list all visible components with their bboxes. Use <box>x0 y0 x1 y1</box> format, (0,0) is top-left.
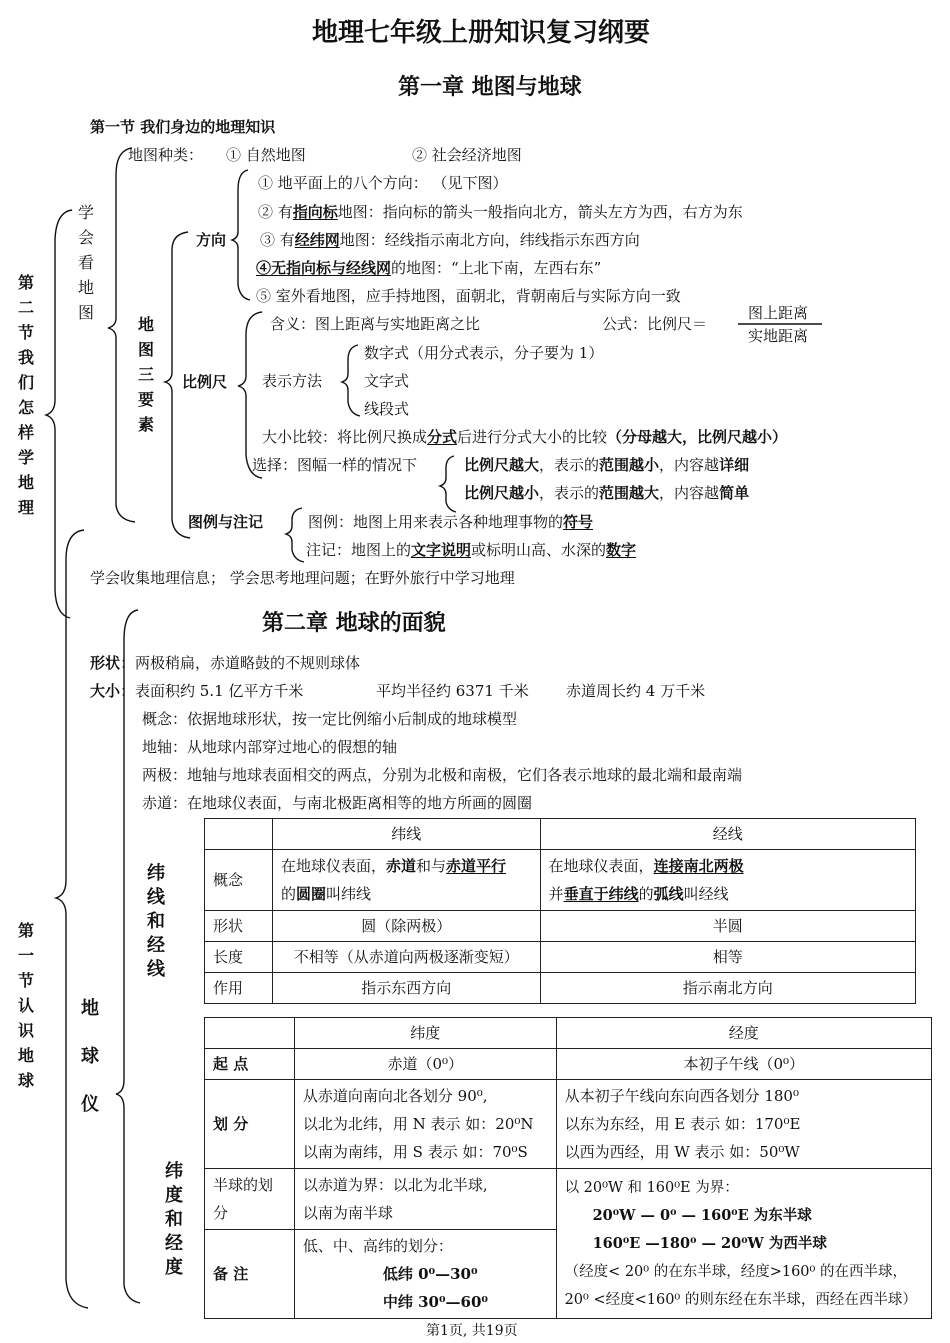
table-row <box>205 942 916 973</box>
legend-line2: 注记：地图上的文字说明或标明山高、水深的数字 <box>306 541 637 559</box>
three-elements-label: 地图三要素 <box>137 315 154 434</box>
table-row <box>205 973 916 1004</box>
legend-label: 图例与注记 <box>188 513 264 531</box>
direction-line2: ② 有指向标地图：指向标的箭头一般指向北方，箭头左方为西，右方为东 <box>258 203 743 221</box>
scale-choose-large: 比例尺越大，表示的范围越小，内容越详细 <box>464 456 750 474</box>
direction-label: 方向 <box>196 231 227 249</box>
scale-meaning: 含义：图上距离与实地距离之比 <box>270 315 481 333</box>
table-header: 纬度 <box>294 1018 556 1049</box>
table-cell: 圆（除两极） <box>272 911 540 942</box>
table-row <box>205 1018 932 1049</box>
table-cell: 本初子午线（0⁰） <box>556 1049 931 1080</box>
table-cell <box>205 819 273 850</box>
table-cell <box>205 1018 295 1049</box>
learn-map-label: 学会看地图 <box>77 203 94 322</box>
lines-side-label: 纬线和经线 <box>147 863 165 980</box>
table-row <box>205 819 916 850</box>
table-row <box>205 911 916 942</box>
page-title: 地理七年级上册知识复习纲要 <box>312 18 651 48</box>
scale-method-text: 文字式 <box>364 372 410 390</box>
table-row <box>205 1080 932 1169</box>
table-cell: 不相等（从赤道向两极逐渐变短） <box>272 942 540 973</box>
table-cell: 在地球仪表面，连接南北两极 并垂直于纬线的弧线叫经线 <box>540 850 915 911</box>
globe-concept: 概念：依据地球形状，按一定比例缩小后制成的地球模型 <box>142 710 518 728</box>
table-row <box>205 1049 932 1080</box>
table-cell: 低、中、高纬的划分： 低纬 0⁰—30⁰ 中纬 30⁰—60⁰ <box>294 1230 556 1319</box>
scale-method-numeric: 数字式（用分式表示，分子要为 1） <box>364 344 604 362</box>
section1-side-label: 第一节认识地球 <box>17 921 34 1090</box>
globe-label: 地球仪 <box>81 998 99 1115</box>
page-footer: 第1页, 共19页 <box>426 1323 518 1339</box>
scale-choose-small: 比例尺越小，表示的范围越大，内容越简单 <box>464 484 750 502</box>
table-cell: 指示南北方向 <box>540 973 915 1004</box>
map-type-social: ② 社会经济地图 <box>412 146 522 164</box>
scale-formula-denominator: 实地距离 <box>748 327 809 345</box>
table-row-label: 长度 <box>205 942 273 973</box>
table-row-label: 起 点 <box>205 1049 295 1080</box>
table-cell: 以赤道为界：以北为北半球, 以南为南半球 <box>294 1169 556 1230</box>
shape-line: 形状：两极稍扁，赤道略鼓的不规则球体 <box>90 654 361 672</box>
section2-side-label: 第二节我们怎样学地理 <box>17 273 34 517</box>
scale-method-line: 线段式 <box>364 400 410 418</box>
table-row-label: 形状 <box>205 911 273 942</box>
table-cell: 以 20⁰W 和 160⁰E 为界： 20⁰W — 0⁰ — 160⁰E 为东半球 160⁰E —180⁰ — 20⁰W 为西半球 （经度< 20⁰ 的在东半球，经度>160⁰ 的在西半球， 20⁰ <经度<160⁰ 的则东经在东半球，西经在西半球） <box>556 1169 931 1319</box>
table-row <box>205 850 916 911</box>
direction-line5: ⑤ 室外看地图，应手持地图，面朝北，背朝南后与实际方向一致 <box>256 287 681 305</box>
table-header: 经度 <box>556 1018 931 1049</box>
table-header: 经线 <box>540 819 915 850</box>
table-cell: 从本初子午线向东向西各划分 180⁰ 以东为东经，用 E 表示 如：170⁰E 以西为西经，用 W 表示 如：50⁰W <box>556 1080 931 1169</box>
section1-title: 第一节 我们身边的地理知识 <box>90 118 276 136</box>
size-radius: 平均半径约 6371 千米 <box>376 682 529 700</box>
table-cell: 赤道（0⁰） <box>294 1049 556 1080</box>
table-row-label: 概念 <box>205 850 273 911</box>
globe-axis: 地轴：从地球内部穿过地心的假想的轴 <box>142 738 398 756</box>
scale-compare: 大小比较：将比例尺换成分式后进行分式大小的比较（分母越大，比例尺越小） <box>262 428 788 446</box>
size-line: 大小：表面积约 5.1 亿平方千米 <box>90 682 304 700</box>
table-cell: 半圆 <box>540 911 915 942</box>
scale-choose-label: 选择：图幅一样的情况下 <box>252 456 418 474</box>
table-cell: 相等 <box>540 942 915 973</box>
scale-methods-label: 表示方法 <box>262 372 323 390</box>
chapter1-title: 第一章 地图与地球 <box>398 74 582 100</box>
lat-lon-degree-table <box>204 1017 932 1319</box>
learn-collect: 学会收集地理信息； 学会思考地理问题；在野外旅行中学习地理 <box>90 569 515 587</box>
size-circumference: 赤道周长约 4 万千米 <box>566 682 706 700</box>
globe-equator: 赤道：在地球仪表面，与南北极距离相等的地方所画的圆圈 <box>142 794 533 812</box>
scale-label: 比例尺 <box>182 373 228 391</box>
legend-line1: 图例：地图上用来表示各种地理事物的符号 <box>308 513 594 531</box>
direction-line1: ① 地平面上的八个方向： （见下图） <box>258 174 508 192</box>
direction-line3: ③ 有经纬网地图：经线指示南北方向，纬线指示东西方向 <box>260 231 640 249</box>
scale-formula-numerator: 图上距离 <box>748 304 809 322</box>
table-header: 纬线 <box>272 819 540 850</box>
table-cell: 指示东西方向 <box>272 973 540 1004</box>
table-row-label: 备 注 <box>205 1230 295 1319</box>
globe-poles: 两极：地轴与地球表面相交的两点，分别为北极和南极，它们各表示地球的最北端和最南端 <box>142 766 743 784</box>
table-row-label: 作用 <box>205 973 273 1004</box>
table-cell: 从赤道向南向北各划分 90⁰, 以北为北纬，用 N 表示 如：20⁰N 以南为南纬，用 S 表示 如：70⁰S <box>294 1080 556 1169</box>
table-row-label: 划 分 <box>205 1080 295 1169</box>
scale-formula-label: 公式：比例尺＝ <box>602 315 708 333</box>
chapter2-title: 第二章 地球的面貌 <box>262 610 446 636</box>
degree-side-label: 纬度和经度 <box>165 1161 183 1278</box>
table-cell: 在地球仪表面，赤道和与赤道平行 的圆圈叫纬线 <box>272 850 540 911</box>
table-row <box>205 1169 932 1230</box>
direction-line4: ④无指向标与经线网的地图：“上北下南，左西右东” <box>256 259 602 277</box>
map-types-label: 地图种类： <box>128 146 204 164</box>
table-row-label: 半球的划 分 <box>205 1169 295 1230</box>
lat-lon-lines-table <box>204 818 916 1004</box>
map-type-natural: ① 自然地图 <box>226 146 306 164</box>
